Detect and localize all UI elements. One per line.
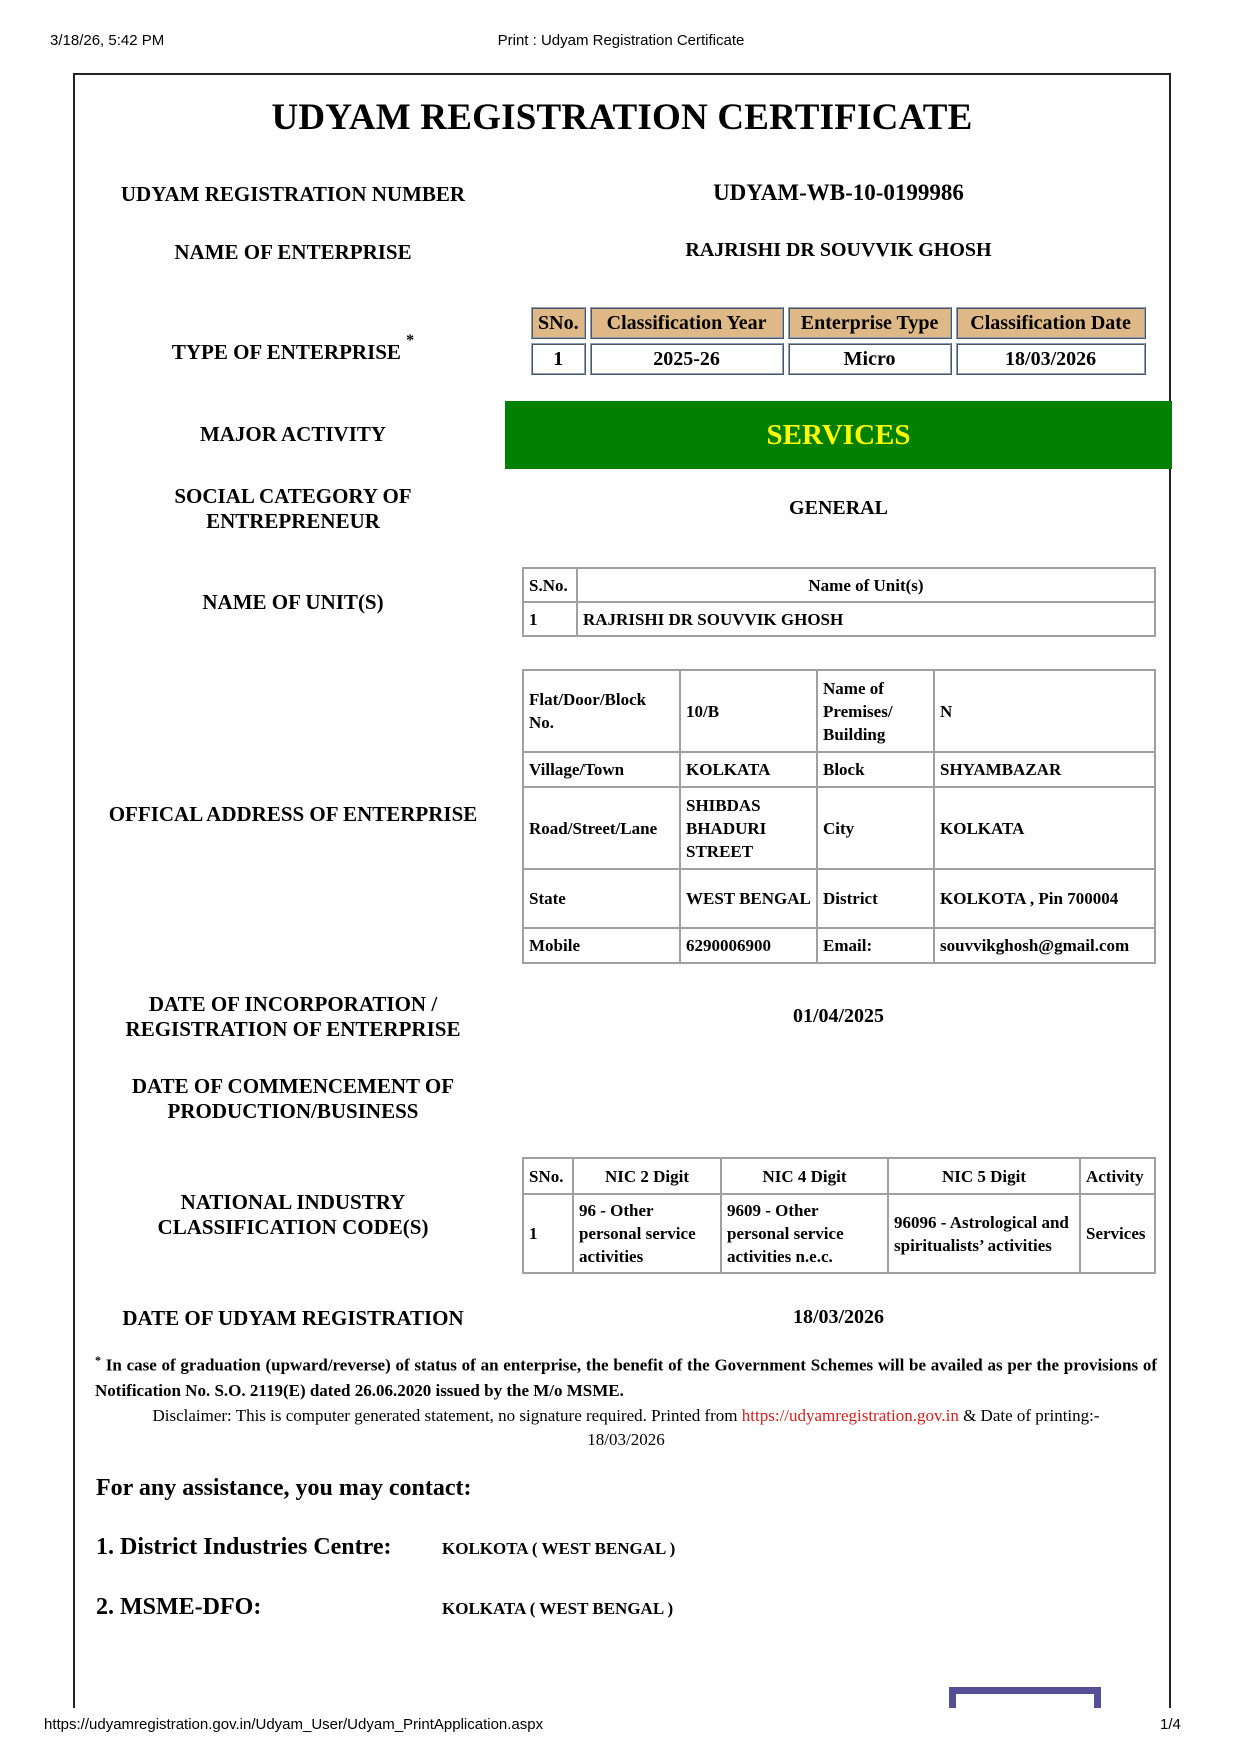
dic-label: 1. District Industries Centre: xyxy=(96,1534,392,1560)
enterprise-name-label: NAME OF ENTERPRISE xyxy=(174,240,412,264)
cell-nic4: 9609 - Other personal service activities n.e.c. xyxy=(721,1194,888,1273)
cell-key: Flat/Door/Block No. xyxy=(523,670,680,752)
cell-key: City xyxy=(817,787,934,869)
incorporation-value: 01/04/2025 xyxy=(792,1005,885,1027)
col-classification-year: Classification Year xyxy=(590,307,784,339)
commencement-label xyxy=(85,1074,501,1124)
incorporation-label xyxy=(85,992,501,1042)
registration-number-value: UDYAM-WB-10-0199986 xyxy=(713,180,964,205)
nic-label xyxy=(85,1190,501,1240)
cell-value: KOLKATA xyxy=(680,752,817,787)
cell-key: Name of Premises/ Building xyxy=(817,670,934,752)
col-nic5: NIC 5 Digit xyxy=(888,1158,1080,1194)
cell-unit-name: RAJRISHI DR SOUVVIK GHOSH xyxy=(577,602,1155,636)
page-number: 1/4 xyxy=(1160,1716,1181,1733)
print-datetime: 3/18/26, 5:42 PM xyxy=(50,32,165,49)
table-row xyxy=(523,1194,1155,1273)
col-sno: SNo. xyxy=(531,307,586,339)
cell-sno: 1 xyxy=(531,343,586,375)
col-classification-date: Classification Date xyxy=(956,307,1146,339)
cell-sno: 1 xyxy=(523,1194,573,1273)
cell-classification-date: 18/03/2026 xyxy=(956,343,1146,375)
social-category-value: GENERAL xyxy=(789,497,888,519)
address-table xyxy=(522,669,1156,964)
disclaimer-prefix: Disclaimer: This is computer generated statement, no signature required. Printed from xyxy=(152,1406,742,1425)
col-activity: Activity xyxy=(1080,1158,1155,1194)
print-url: https://udyamregistration.gov.in/Udyam_User/Udyam_PrintApplication.aspx xyxy=(44,1716,544,1733)
cell-sno: 1 xyxy=(523,602,577,636)
table-row xyxy=(523,787,1155,869)
cell-key: Email: xyxy=(817,928,934,963)
cell-value: SHYAMBAZAR xyxy=(934,752,1155,787)
cell-value: KOLKOTA , Pin 700004 xyxy=(934,869,1155,928)
cell-key: State xyxy=(523,869,680,928)
units-label: NAME OF UNIT(S) xyxy=(202,590,384,614)
table-row xyxy=(523,869,1155,928)
social-category-label-line1: SOCIAL CATEGORY OF xyxy=(174,484,412,508)
cell-key: District xyxy=(817,869,934,928)
cell-nic5: 96096 - Astrological and spiritualists’ activities xyxy=(888,1194,1080,1273)
table-row xyxy=(523,670,1155,752)
commencement-label-line1: DATE OF COMMENCEMENT OF xyxy=(131,1074,455,1098)
cell-value: WEST BENGAL xyxy=(680,869,817,928)
social-category-label xyxy=(85,484,501,534)
cell-key: Block xyxy=(817,752,934,787)
dic-value: KOLKOTA ( WEST BENGAL ) xyxy=(442,1539,676,1558)
certificate-title: UDYAM REGISTRATION CERTIFICATE xyxy=(271,97,973,138)
nic-label-line2: CLASSIFICATION CODE(S) xyxy=(157,1215,429,1239)
social-category-label-line2: ENTREPRENEUR xyxy=(206,509,380,533)
col-enterprise-type: Enterprise Type xyxy=(788,307,952,339)
footnote-text: In case of graduation (upward/reverse) of status of an enterprise, the benefit of the Government Schemes will be availed as per the provisions of Notification No. S.O. 2119(E) dated 26.06.2020 issued by the M/o MSME. xyxy=(95,1355,1157,1400)
col-sno: SNo. xyxy=(523,1158,573,1194)
classification-header-row xyxy=(531,307,1146,339)
registration-number-label: UDYAM REGISTRATION NUMBER xyxy=(120,182,466,206)
major-activity-label: MAJOR ACTIVITY xyxy=(199,422,387,446)
incorporation-label-line2: REGISTRATION OF ENTERPRISE xyxy=(125,1017,461,1041)
type-of-enterprise-label xyxy=(85,334,501,365)
cell-nic2: 96 - Other personal service activities xyxy=(573,1194,721,1273)
nic-label-line1: NATIONAL INDUSTRY xyxy=(180,1190,406,1214)
printing-date: 18/03/2026 xyxy=(587,1430,665,1449)
units-table xyxy=(522,567,1156,637)
classification-table xyxy=(527,303,1150,379)
table-row xyxy=(523,602,1155,636)
udyam-portal-link[interactable]: https://udyamregistration.gov.in xyxy=(741,1406,959,1425)
msme-dfo-value: KOLKATA ( WEST BENGAL ) xyxy=(442,1599,674,1618)
cell-activity: Services xyxy=(1080,1194,1155,1273)
units-header-row xyxy=(523,568,1155,602)
udyam-registration-date-value: 18/03/2026 xyxy=(792,1306,885,1328)
table-row xyxy=(523,928,1155,963)
msme-dfo-label: 2. MSME-DFO: xyxy=(96,1594,262,1620)
col-unit-name: Name of Unit(s) xyxy=(577,568,1155,602)
disclaimer xyxy=(95,1404,1157,1452)
col-sno: S.No. xyxy=(523,568,577,602)
table-row xyxy=(531,343,1146,375)
enterprise-name-value: RAJRISHI DR SOUVVIK GHOSH xyxy=(685,239,992,261)
cell-value: 6290006900 xyxy=(680,928,817,963)
email-value: souvvikghosh@gmail.com xyxy=(934,928,1155,963)
nic-header-row xyxy=(523,1158,1155,1194)
disclaimer-suffix: & Date of printing:- xyxy=(958,1406,1100,1425)
print-page-title: Print : Udyam Registration Certificate xyxy=(497,32,745,49)
commencement-label-line2: PRODUCTION/BUSINESS xyxy=(167,1099,419,1123)
incorporation-label-line1: DATE OF INCORPORATION / xyxy=(148,992,438,1016)
cell-key: Village/Town xyxy=(523,752,680,787)
major-activity-value: SERVICES xyxy=(505,401,1172,469)
cell-value: 10/B xyxy=(680,670,817,752)
cell-value: KOLKATA xyxy=(934,787,1155,869)
nic-table xyxy=(522,1157,1156,1274)
cell-enterprise-type: Micro xyxy=(788,343,952,375)
col-nic4: NIC 4 Digit xyxy=(721,1158,888,1194)
cell-classification-year: 2025-26 xyxy=(590,343,784,375)
footnote-marker: * xyxy=(95,1353,101,1367)
udyam-registration-date-label: DATE OF UDYAM REGISTRATION xyxy=(122,1306,464,1330)
cell-key: Mobile xyxy=(523,928,680,963)
assistance-heading: For any assistance, you may contact: xyxy=(96,1475,472,1501)
cell-value: SHIBDAS BHADURI STREET xyxy=(680,787,817,869)
cell-key: Road/Street/Lane xyxy=(523,787,680,869)
type-of-enterprise-text: TYPE OF ENTERPRISE xyxy=(171,340,401,364)
address-label: OFFICAL ADDRESS OF ENTERPRISE xyxy=(108,802,478,826)
table-row xyxy=(523,752,1155,787)
graduation-footnote xyxy=(95,1348,1157,1403)
cell-value: N xyxy=(934,670,1155,752)
asterisk-marker: * xyxy=(406,332,415,349)
col-nic2: NIC 2 Digit xyxy=(573,1158,721,1194)
